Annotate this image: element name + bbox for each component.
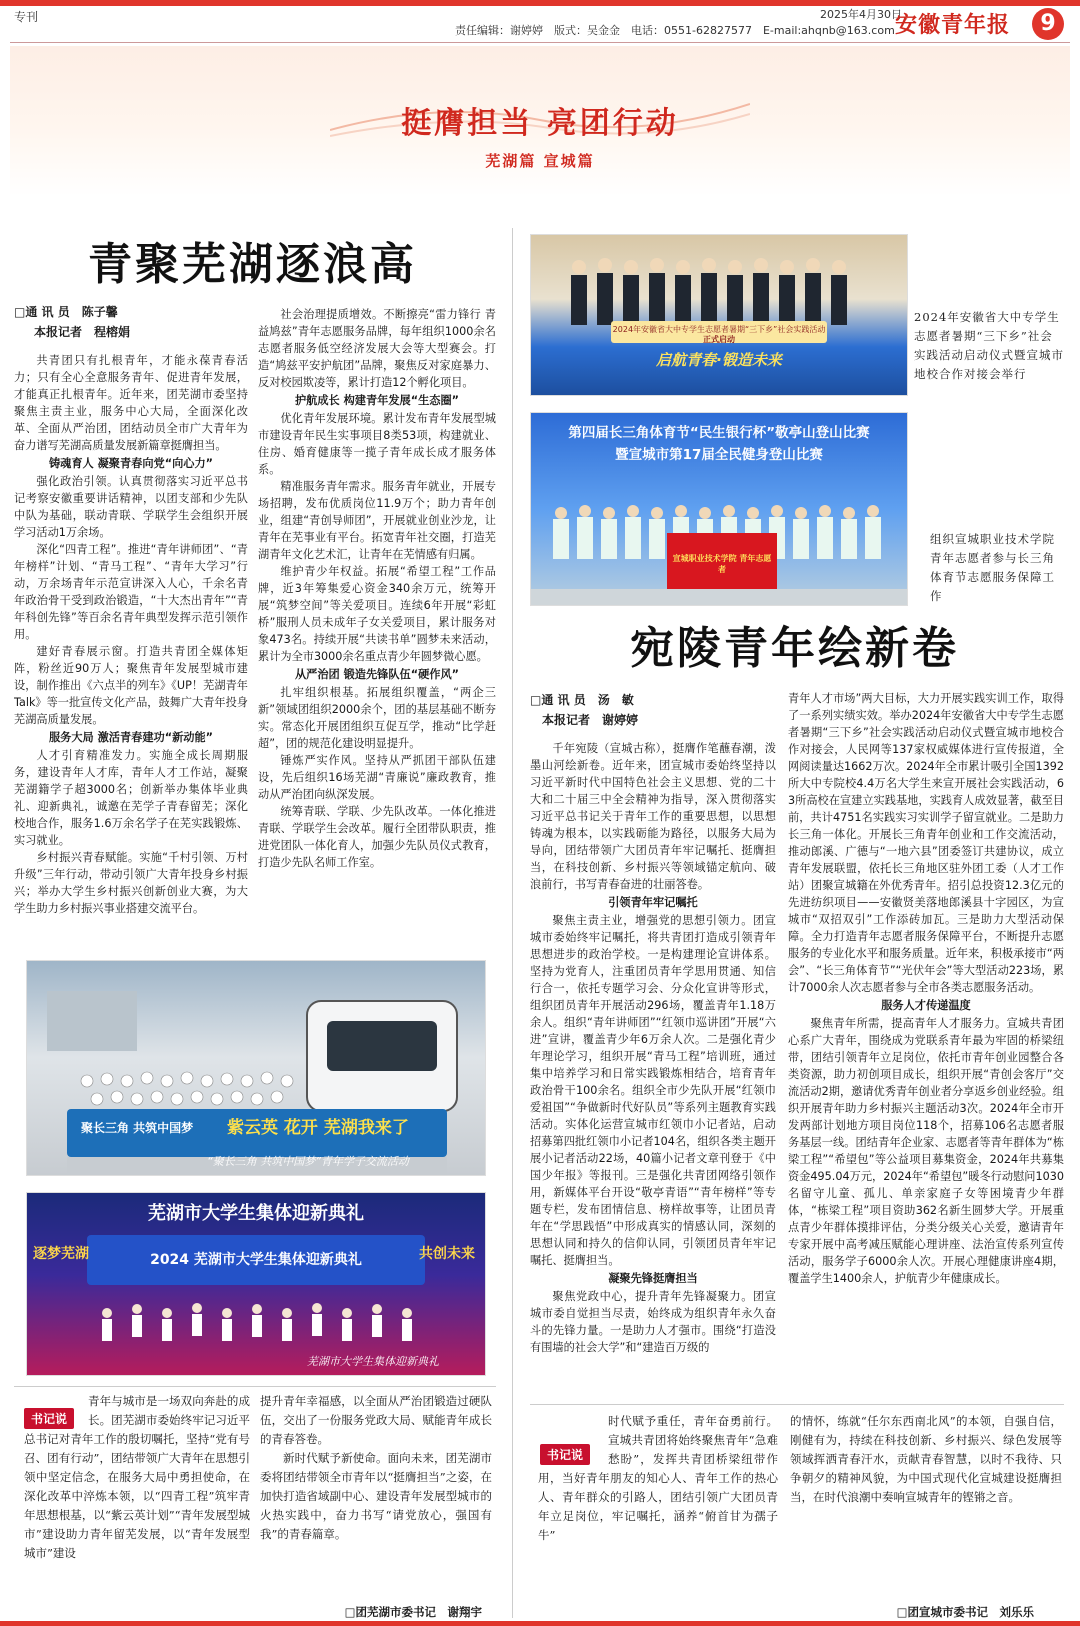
xuancheng-secretary-col1	[538, 1412, 778, 1620]
paragraph: 精准服务青年需求。服务青年就业，开展专场招聘，发布优质岗位11.9万个；助力青年创业，组建“青创导师团”，开展就业创业沙龙，让青年在芜事业有平台。拓宽青年社交圈，打造芜湖青年文化艺术汇，让青年在芜情感有归属。	[258, 480, 496, 561]
wuhu-byline-1: □通 讯 员 陈子馨	[14, 305, 118, 319]
photo2-caption: 芜湖市大学生集体迎新典礼	[307, 1355, 439, 1368]
paragraph: 乡村振兴青春赋能。实施“千村引领、万村升级”三年行动，带动引领广大青年投身乡村振兴；举办大学生乡村振兴创新创业大赛，为大学生助力乡村振兴事业搭建交流平台。	[14, 851, 248, 915]
xuancheng-secretary-author: □团宣城市委书记 刘乐乐	[896, 1605, 1034, 1619]
page-number: 9	[1032, 8, 1064, 40]
photo2-title: 芜湖市大学生集体迎新典礼	[148, 1203, 364, 1224]
xuancheng-byline-2: 本报记者 谢婷婷	[542, 713, 639, 727]
xuancheng-photo-climbing	[530, 412, 908, 606]
wuhu-secretary-col1	[24, 1392, 250, 1620]
wuhu-photo-welcome-ceremony	[26, 1192, 486, 1376]
center-divider	[512, 228, 513, 1618]
paragraph: 青年人才市场”两大目标，大力开展实践实训工作，取得了一系列实绩实效。举办2024年安徽省大中专学生志愿者暑期“三下乡”社会实践活动启动仪式暨宣城市地校合作对接会，人民网等137家权威媒体进行宣传报道，全网阅读量达1662万次。2024年全市累计吸引全国1392所大中专院校4.4万名大学生来宣开展社会实践活动，63所高校在宣建立实践基地，实践育人成效显著，截至目前，共计4751名实践实习实训学子留宣就业。二是助力长三角一体化。开展长三角青年创业和工作交流活动，推动郎溪、广德与“一地六县”团委签订共建协议，成立青年发展联盟，依托长三角地区驻外团工委（人才工作站）团聚宣城籍在外优秀青年。招引总投资12.3亿元的先进纺织项目——安徽贤美落地郎溪县十字园区，为宣城市“双招双引”工作添砖加瓦。三是助力大型活动保障。全力打造青年志愿者服务保障平台，不断提升志愿服务的专业化水平和服务质量。近年来，积极承接市“两会”、“长三角体育节”“光伏年会”等大型活动223场，累计7000余人次志愿者参与全市各类志愿服务活动。	[788, 692, 1064, 994]
photo4-title-2: 暨宣城市第17届全民健身登山比赛	[615, 447, 823, 463]
photo1-banner-text-2: 紫云英 花开 芜湖我来了	[227, 1118, 409, 1138]
xuancheng-secretary-divider	[530, 1404, 1064, 1405]
section-subheading: 铸魂育人 凝聚青春向党“向心力”	[48, 457, 214, 470]
paragraph: 统筹青联、学联、少先队改革。一体化推进青联、学联学生会改革。履行全团带队职责，推进党团队一体化育人，加强少先队员仪式教育，打造少先队名师工作室。	[258, 805, 496, 869]
xuancheng-headline: 宛陵青年绘新卷	[630, 623, 959, 674]
section-subheading: 护航成长 构建青年发展“生态圈”	[294, 394, 460, 407]
paragraph: 扎牢组织根基。拓展组织覆盖，“两企三新”领域团组织2000余个，团的基层基础不断夯实。常态化开展团组织互促互学，推动“比学赶超”，团的规范化建设明显提升。	[258, 686, 496, 750]
photo2-left-slogan: 逐梦芜湖	[33, 1246, 89, 1262]
section-subheading: 服务人才传递温度	[881, 999, 971, 1012]
paragraph: 维护青少年权益。拓展“希望工程”工作品牌，近3年筹集爱心资金340余万元，统筹开展“筑梦空间”等关爱项目。连续6年开展“彩虹桥”服刑人员未成年子女关爱项目，累计服务对象473名。持续开展“共读书单”圆梦未来活动，累计为全市3000余名重点青少年圆梦微心愿。	[258, 565, 496, 663]
wuhu-secretary-col2	[260, 1392, 492, 1592]
wuhu-secretary-text-2: 提升青年幸福感，以全面从严治团锻造过硬队伍，交出了一份服务党政大局、赋能青年成长的青春答卷。	[260, 1394, 492, 1446]
paragraph: 聚焦主责主业，增强党的思想引领力。团宣城市委始终牢记嘱托，将共青团打造成引领青年思想进步的政治学校。一是构建理论宣讲体系。坚持为党育人，注重团员青年学思用贯通、知信行合一，依托专题学习会、分众化宣讲等形式，组织团员青年开展活动296场，覆盖青年1.18万余人。组织“青年讲师团”“红领巾巡讲团”开展“六进”宣讲，覆盖青少年6万余人次。二是强化青少年理论学习，组织开展“青马工程”培训班，通过集中培养学习和日常实践锻炼相结合，培育青年政治骨干100余名。组织全市少先队开展“红领巾爱祖国”“争做新时代好队员”等系列主题教育实践活动。实体化运营宣城市红领巾小记者站，启动招募第四批红领巾小记者104名，组织各类主题开展小记者活动22场，40篇小记者文章刊登于《中国少年报》等报刊。三是强化共青团网络引领作用，新媒体平台开设“敬亭青语”“青年榜样”等专题专栏，发布团情信息、榜样故事等，让团员青年在“学思践悟”中形成真实的情感认同，深刻的思想认同和持久的信仰认同，引领团员青年牢记嘱托、挺膺担当。	[530, 914, 776, 1267]
wuhu-secretary-badge: 书记说	[24, 1408, 74, 1429]
wuhu-secretary-author: □团芜湖市委书记 谢翔宇	[344, 1605, 482, 1619]
wuhu-secretary-text-3: 新时代赋予新使命。面向未来，团芜湖市委将团结带领全市青年以“挺膺担当”之姿，在加快打造省域副中心、建设青年发展型城市的火热实践中，奋力书写“请党放心，强国有我”的青春篇章。	[260, 1451, 492, 1541]
paragraph: 千年宛陵（宣城古称），挺膺作笔蘸春潮，泼墨山河绘新卷。近年来，团宣城市委始终坚持以习近平新时代中国特色社会主义思想、党的二十大和二十届三中全会精神为指导，深入贯彻落实习近平总书记关于青年工作的重要思想，以思想铸魂为根本，以实践砺能为路径，以服务大局为导向，团结带领广大团员青年牢记嘱托、挺膺担当，在科技创新、乡村振兴等领域锚定航向、破浪前行，书写青春奋进的壮丽答卷。	[530, 742, 776, 891]
xuancheng-secretary-text-1: 时代赋予重任，青年奋勇前行。宣城共青团将始终聚焦青年“急难愁盼”，发挥共青团桥梁纽带作用，当好青年朋友的知心人、青年工作的热心人、青年群众的引路人，团结引领广大团员青年立足岗位，牢记嘱托，涵养“俯首甘为孺子牛”	[538, 1414, 778, 1542]
section-subheading: 服务大局 激活青春建功“新动能”	[48, 731, 214, 744]
paragraph: 优化青年发展环境。累计发布青年发展型城市建设青年民生实事项目8类53项，构建就业、住房、婚育健康等一揽子青年成长成才服务体系。	[258, 412, 496, 476]
paragraph: 聚焦党政中心，提升青年先锋凝聚力。团宣城市委自觉担当尽责，始终成为组织青年永久奋斗的先锋力量。一是助力人才强市。围绕“打造没有围墙的社会大学”和“建造百万级的	[530, 1290, 776, 1354]
xuancheng-byline	[530, 690, 638, 730]
photo3-label: 正式启动	[703, 335, 735, 344]
photo1-banner-text-1: 聚长三角 共筑中国梦	[81, 1121, 194, 1135]
photo2-stage-title: 2024 芜湖市大学生集体迎新典礼	[150, 1252, 362, 1268]
paragraph: 聚焦青年所需，提高青年人才服务力。宣城共青团心系广大青年，围绕成为党联系青年最为牢固的桥梁纽带，团结引领青年立足岗位，依托市青年创业园整合各类资源，助力初创项目成长，组织开展“青创会客厅”交流活动2期，邀请优秀青年创业者分享返乡创业经验。组织开展青年助力乡村振兴主题活动3次。2024年全市开发两部计划地方项目岗位118个，招募106名志愿者服务基层一线。团结青年企业家、志愿者等青年群体为“栋梁工程”“希望包”等公益项目募集资金，2024年共募集资金495.04万元，2024年“希望包”暖冬行动慰问1030名留守儿童、孤儿、单亲家庭子女等困境青少年群体，“栋梁工程”项目资助362名新生圆梦大学。开展重点青少年群体摸排评估，分类分级关心关爱，邀请青年专家开展中高考减压赋能心理讲座、法治宣传系列宣传活动，服务学子6000余人次。开展心理健康讲座4期，覆盖学生1400余人，护航青少年健康成长。	[788, 1017, 1064, 1285]
section-subheading: 凝聚先锋挺膺担当	[608, 1272, 698, 1285]
wuhu-byline	[14, 302, 130, 342]
section-subheading: 从严治团 锻造先锋队伍“硬作风”	[294, 668, 460, 681]
banner-title: 挺膺担当 亮团行动	[401, 106, 679, 141]
banner-subtitle: 芜湖篇 宣城篇	[485, 152, 595, 170]
xuancheng-column-1	[530, 740, 776, 1395]
photo3-slogan: 启航青春·锻造未来	[656, 351, 782, 369]
header-divider	[10, 42, 1070, 43]
photo2-right-slogan: 共创未来	[419, 1246, 475, 1262]
bottom-red-bar	[0, 1621, 1080, 1626]
xuancheng-byline-1: □通 讯 员 汤 敏	[530, 693, 634, 707]
section-tag: 专刊	[14, 10, 39, 24]
photo3-stage-title: 2024年安徽省大中专学生志愿者暑期“三下乡”社会实践活动	[612, 325, 826, 334]
paper-logo: 安徽青年报	[895, 12, 1011, 38]
photo4-caption: 组织宣城职业技术学院青年志愿者参与长三角体育节志愿服务保障工作	[930, 532, 1055, 603]
paragraph: 建好青春展示窗。打造共青团全媒体矩阵，粉丝近90万人；聚焦青年发展型城市建设，制作推出《六点半的列车》《UP！芜湖青年Talk》等一批宣传文化产品，鼓舞广大青年投身芜湖高质量发展。	[14, 645, 248, 726]
paragraph: 社会治理提质增效。不断擦亮“雷力锋行 青益鸠兹”青年志愿服务品牌，每年组织1000余名志愿者服务低空经济发展大会等大型赛会。打造“鸠兹平安护航团”品牌，聚焦反对家庭暴力、反对校园欺凌等，累计打造12个孵化项目。	[258, 308, 496, 389]
xuancheng-secretary-col2: 的情怀，练就“任尔东西南北风”的本领，自强自信，刚健有为，持续在科技创新、乡村振兴、绿色发展等领域挥洒青春汗水，贡献青春智慧，以时不我待、只争朝夕的精神风貌，为中国式现代化宣城建设挺膺担当，在时代浪潮中奏响宣城青年的铿锵之音。	[790, 1414, 1062, 1504]
xuancheng-photo-launch	[530, 234, 908, 396]
paragraph: 锤炼严实作风。坚持从严抓团干部队伍建设，先后组织16场芜湖“青廉说”廉政教育，推动从严治团向纵深发展。	[258, 754, 496, 801]
wuhu-column-1	[14, 352, 248, 937]
paragraph: 共青团只有扎根青年，才能永葆青春活力；只有全心全意服务青年、促进青年发展，才能真正扎根青年。近年来，团芜湖市委坚持聚焦主责主业，服务中心大局，全面深化改革、全面从严治团，团结动员全市广大青年为奋力谱写芜湖高质量发展新篇章挺膺担当。	[14, 354, 248, 452]
xuancheng-column-2	[788, 690, 1064, 1395]
issue-date: 2025年4月30日	[820, 8, 902, 21]
wuhu-secretary-divider	[14, 1386, 496, 1387]
wuhu-column-2	[258, 306, 496, 936]
wuhu-secretary-text-1: 青年与城市是一场双向奔赴的成长。团芜湖市委始终牢记习近平总书记对青年工作的殷切嘱托，坚持“党有号召、团有行动”，团结带领广大青年在思想引领中坚定信念，在服务大局中勇担使命，在深化改革中淬炼本领，以“四青工程”筑牢青年思想根基，以“紫云英计划”“青年发展型城市”建设助力青年留芜发展，以“青年发展型城市”建设	[24, 1394, 250, 1560]
wuhu-photo-students	[26, 960, 486, 1176]
photo3-caption: 2024年安徽省大中专学生志愿者暑期“三下乡”社会实践活动启动仪式暨宣城市地校合作对接会举行	[914, 310, 1064, 381]
photo4-flag: 宣城职业技术学院 青年志愿者	[672, 554, 772, 574]
wuhu-headline: 青聚芜湖逐浪高	[88, 239, 417, 290]
photo1-caption: “聚长三角 共筑中国梦”青年学子交流活动	[207, 1155, 409, 1168]
wuhu-byline-2: 本报记者 程榕娟	[34, 325, 131, 339]
photo4-title-1: 第四届长三角体育节“民生银行杯”敬亭山登山比赛	[568, 425, 870, 441]
paragraph: 人才引育精准发力。实施全成长周期服务，建设青年人才库，青年人才工作站，凝聚芜湖籍学子超3000名；创新举办集体毕业典礼、迎新典礼，诚邀在芜学子青春留芜；深化校地合作，服务1.6万余名学子在芜实践锻炼、实习就业。	[14, 749, 248, 847]
top-red-bar	[0, 0, 1080, 6]
paragraph: 强化政治引领。认真贯彻落实习近平总书记考察安徽重要讲话精神，以团支部和少先队中队为基础，联动青联、学联学生会组织开展学习活动1万余场。	[14, 475, 248, 539]
editor-line: 责任编辑：谢婷婷 版式：吴金金 电话：0551-62827577 E-mail:ahqnb@163.com	[455, 24, 895, 37]
xuancheng-secretary-badge: 书记说	[540, 1444, 590, 1465]
paragraph: 深化“四青工程”。推进“青年讲师团”、“青年榜样”计划、“青马工程”、“青年大学习”行动，万余场青年示范宣讲深入人心，千余名青年政治骨干受到政治锻造，“十大杰出青年”“青年科创先锋”等百余名青年典型发挥示范引领作用。	[14, 543, 248, 641]
section-subheading: 引领青年牢记嘱托	[608, 896, 698, 909]
